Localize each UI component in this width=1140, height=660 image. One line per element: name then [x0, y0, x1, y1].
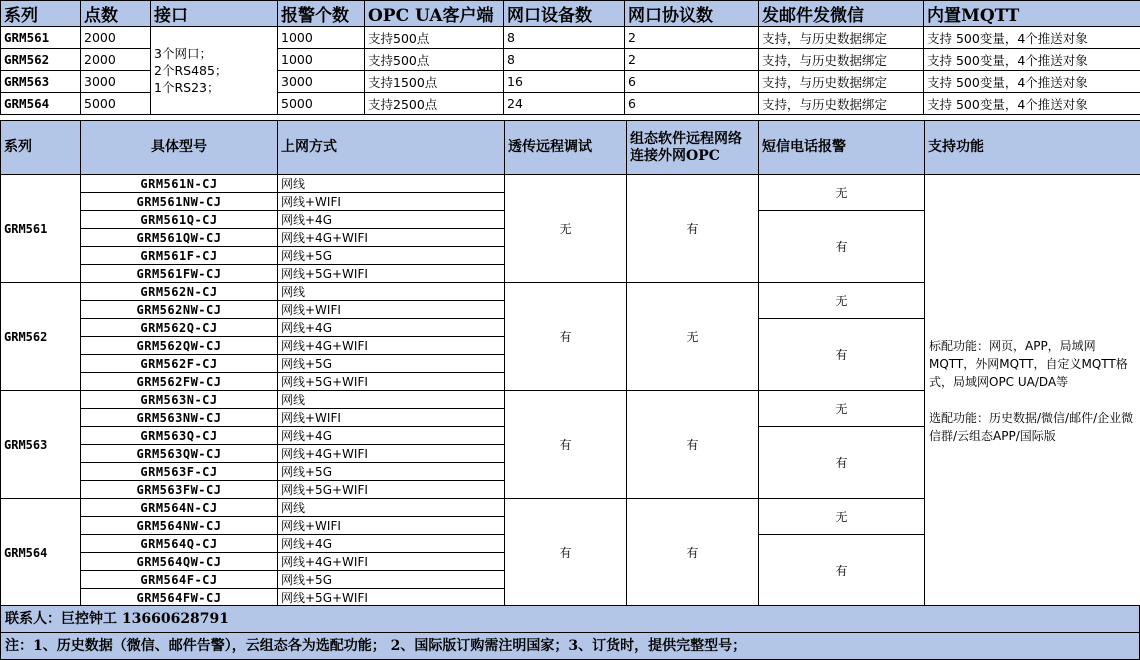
devices-cell: 8 — [504, 49, 625, 71]
model-cell: GRM561F-CJ — [81, 247, 278, 265]
model-cell: GRM564FW-CJ — [81, 589, 278, 607]
model-cell: GRM562QW-CJ — [81, 337, 278, 355]
network-cell: 网线+4G+WIFI — [278, 229, 505, 247]
alarms-cell: 3000 — [278, 71, 365, 93]
opc-remote-cell: 无 — [627, 283, 759, 391]
features-cell — [925, 175, 1140, 607]
points-cell: 2000 — [81, 27, 151, 49]
mail-cell: 支持，与历史数据绑定 — [759, 71, 924, 93]
points-cell: 3000 — [81, 71, 151, 93]
points-cell: 5000 — [81, 93, 151, 115]
header-sms-alarm: 短信电话报警 — [759, 121, 925, 175]
series-cell: GRM564 — [1, 499, 81, 607]
header-mqtt: 内置MQTT — [924, 1, 1140, 27]
header-series: 系列 — [1, 1, 81, 27]
protocols-cell: 2 — [625, 27, 759, 49]
model-table — [0, 120, 1140, 607]
sms-alarm-cell-top: 无 — [759, 283, 925, 319]
network-cell: 网线 — [278, 499, 505, 517]
network-cell: 网线+4G — [278, 319, 505, 337]
model-cell: GRM562Q-CJ — [81, 319, 278, 337]
model-cell: GRM564QW-CJ — [81, 553, 278, 571]
model-cell: GRM563NW-CJ — [81, 409, 278, 427]
model-cell: GRM564F-CJ — [81, 571, 278, 589]
header-port-devices: 网口设备数 — [504, 1, 625, 27]
model-cell: GRM561QW-CJ — [81, 229, 278, 247]
mqtt-cell: 支持 500变量，4个推送对象 — [924, 93, 1140, 115]
transparent-debug-cell: 有 — [505, 283, 627, 391]
series-cell: GRM561 — [1, 175, 81, 283]
model-cell: GRM563F-CJ — [81, 463, 278, 481]
model-cell: GRM561N-CJ — [81, 175, 278, 193]
opc-remote-cell: 有 — [627, 391, 759, 499]
alarms-cell: 1000 — [278, 27, 365, 49]
opc-cell: 支持500点 — [365, 27, 504, 49]
model-cell: GRM563FW-CJ — [81, 481, 278, 499]
network-cell: 网线+4G — [278, 211, 505, 229]
opc-cell: 支持2500点 — [365, 93, 504, 115]
header-mail-wechat: 发邮件发微信 — [759, 1, 924, 27]
network-cell: 网线+WIFI — [278, 409, 505, 427]
series-cell: GRM562 — [1, 49, 81, 71]
series-cell: GRM563 — [1, 391, 81, 499]
network-cell: 网线+4G — [278, 535, 505, 553]
note-line: 注：1、历史数据（微信、邮件告警），云组态各为选配功能； 2、国际版订购需注明国家；3、订货时，提供完整型号； — [0, 632, 1140, 660]
sms-alarm-cell-bottom: 有 — [759, 211, 925, 283]
network-cell: 网线+WIFI — [278, 301, 505, 319]
header-features: 支持功能 — [925, 121, 1140, 175]
network-cell: 网线 — [278, 175, 505, 193]
network-cell: 网线+5G — [278, 355, 505, 373]
sms-alarm-cell-bottom: 有 — [759, 427, 925, 499]
alarms-cell: 1000 — [278, 49, 365, 71]
model-cell: GRM564Q-CJ — [81, 535, 278, 553]
mail-cell: 支持，与历史数据绑定 — [759, 27, 924, 49]
protocols-cell: 2 — [625, 49, 759, 71]
network-cell: 网线+4G+WIFI — [278, 445, 505, 463]
mqtt-cell: 支持 500变量，4个推送对象 — [924, 27, 1140, 49]
network-cell: 网线+4G+WIFI — [278, 337, 505, 355]
mqtt-cell: 支持 500变量，4个推送对象 — [924, 49, 1140, 71]
header-points: 点数 — [81, 1, 151, 27]
opc-remote-cell: 有 — [627, 175, 759, 283]
model-table-header — [1, 121, 1140, 175]
header-opc-remote: 组态软件远程网络连接外网OPC — [627, 121, 759, 175]
transparent-debug-cell: 有 — [505, 391, 627, 499]
alarms-cell: 5000 — [278, 93, 365, 115]
opc-cell: 支持1500点 — [365, 71, 504, 93]
optional-features: 选配功能：历史数据/微信/邮件/企业微信群/云组态APP/国际版 — [929, 410, 1134, 443]
table-row — [1, 27, 1140, 49]
spec-table — [0, 0, 1140, 115]
model-cell: GRM562F-CJ — [81, 355, 278, 373]
network-cell: 网线+5G — [278, 247, 505, 265]
standard-features: 标配功能：网页，APP，局域网MQTT，外网MQTT，自定义MQTT格式，局域网OPC UA/DA等 — [929, 338, 1128, 389]
transparent-debug-cell: 有 — [505, 499, 627, 607]
network-cell: 网线+4G+WIFI — [278, 553, 505, 571]
sms-alarm-cell-bottom: 有 — [759, 319, 925, 391]
sms-alarm-cell-bottom: 有 — [759, 535, 925, 607]
model-cell: GRM564N-CJ — [81, 499, 278, 517]
header-series: 系列 — [1, 121, 81, 175]
header-transparent-debug: 透传远程调试 — [505, 121, 627, 175]
network-cell: 网线+5G+WIFI — [278, 481, 505, 499]
header-port-protocols: 网口协议数 — [625, 1, 759, 27]
mqtt-cell: 支持 500变量，4个推送对象 — [924, 71, 1140, 93]
interface-cell: 3个网口； 2个RS485； 1个RS23； — [151, 27, 278, 115]
header-network: 上网方式 — [278, 121, 505, 175]
network-cell: 网线+5G+WIFI — [278, 373, 505, 391]
network-cell: 网线+WIFI — [278, 193, 505, 211]
devices-cell: 8 — [504, 27, 625, 49]
opc-remote-cell: 有 — [627, 499, 759, 607]
network-cell: 网线+WIFI — [278, 517, 505, 535]
series-cell: GRM564 — [1, 93, 81, 115]
model-cell: GRM562N-CJ — [81, 283, 278, 301]
protocols-cell: 6 — [625, 93, 759, 115]
model-cell: GRM564NW-CJ — [81, 517, 278, 535]
model-cell: GRM563Q-CJ — [81, 427, 278, 445]
model-cell: GRM561Q-CJ — [81, 211, 278, 229]
spec-table-header — [1, 1, 1140, 27]
mail-cell: 支持，与历史数据绑定 — [759, 93, 924, 115]
mail-cell: 支持，与历史数据绑定 — [759, 49, 924, 71]
devices-cell: 24 — [504, 93, 625, 115]
table-row — [1, 175, 1140, 193]
model-cell: GRM563N-CJ — [81, 391, 278, 409]
model-cell: GRM562NW-CJ — [81, 301, 278, 319]
header-model: 具体型号 — [81, 121, 278, 175]
protocols-cell: 6 — [625, 71, 759, 93]
contact-line: 联系人：巨控钟工 13660628791 — [0, 605, 1140, 633]
network-cell: 网线+5G+WIFI — [278, 265, 505, 283]
points-cell: 2000 — [81, 49, 151, 71]
model-cell: GRM561NW-CJ — [81, 193, 278, 211]
model-cell: GRM562FW-CJ — [81, 373, 278, 391]
network-cell: 网线+4G — [278, 427, 505, 445]
network-cell: 网线+5G — [278, 463, 505, 481]
devices-cell: 16 — [504, 71, 625, 93]
header-opc-client: OPC UA客户端 — [365, 1, 504, 27]
network-cell: 网线+5G+WIFI — [278, 589, 505, 607]
model-cell: GRM563QW-CJ — [81, 445, 278, 463]
sms-alarm-cell-top: 无 — [759, 175, 925, 211]
header-interface: 接口 — [151, 1, 278, 27]
transparent-debug-cell: 无 — [505, 175, 627, 283]
model-cell: GRM561FW-CJ — [81, 265, 278, 283]
sms-alarm-cell-top: 无 — [759, 499, 925, 535]
network-cell: 网线 — [278, 391, 505, 409]
sms-alarm-cell-top: 无 — [759, 391, 925, 427]
network-cell: 网线 — [278, 283, 505, 301]
network-cell: 网线+5G — [278, 571, 505, 589]
series-cell: GRM563 — [1, 71, 81, 93]
header-alarms: 报警个数 — [278, 1, 365, 27]
series-cell: GRM561 — [1, 27, 81, 49]
series-cell: GRM562 — [1, 283, 81, 391]
opc-cell: 支持500点 — [365, 49, 504, 71]
